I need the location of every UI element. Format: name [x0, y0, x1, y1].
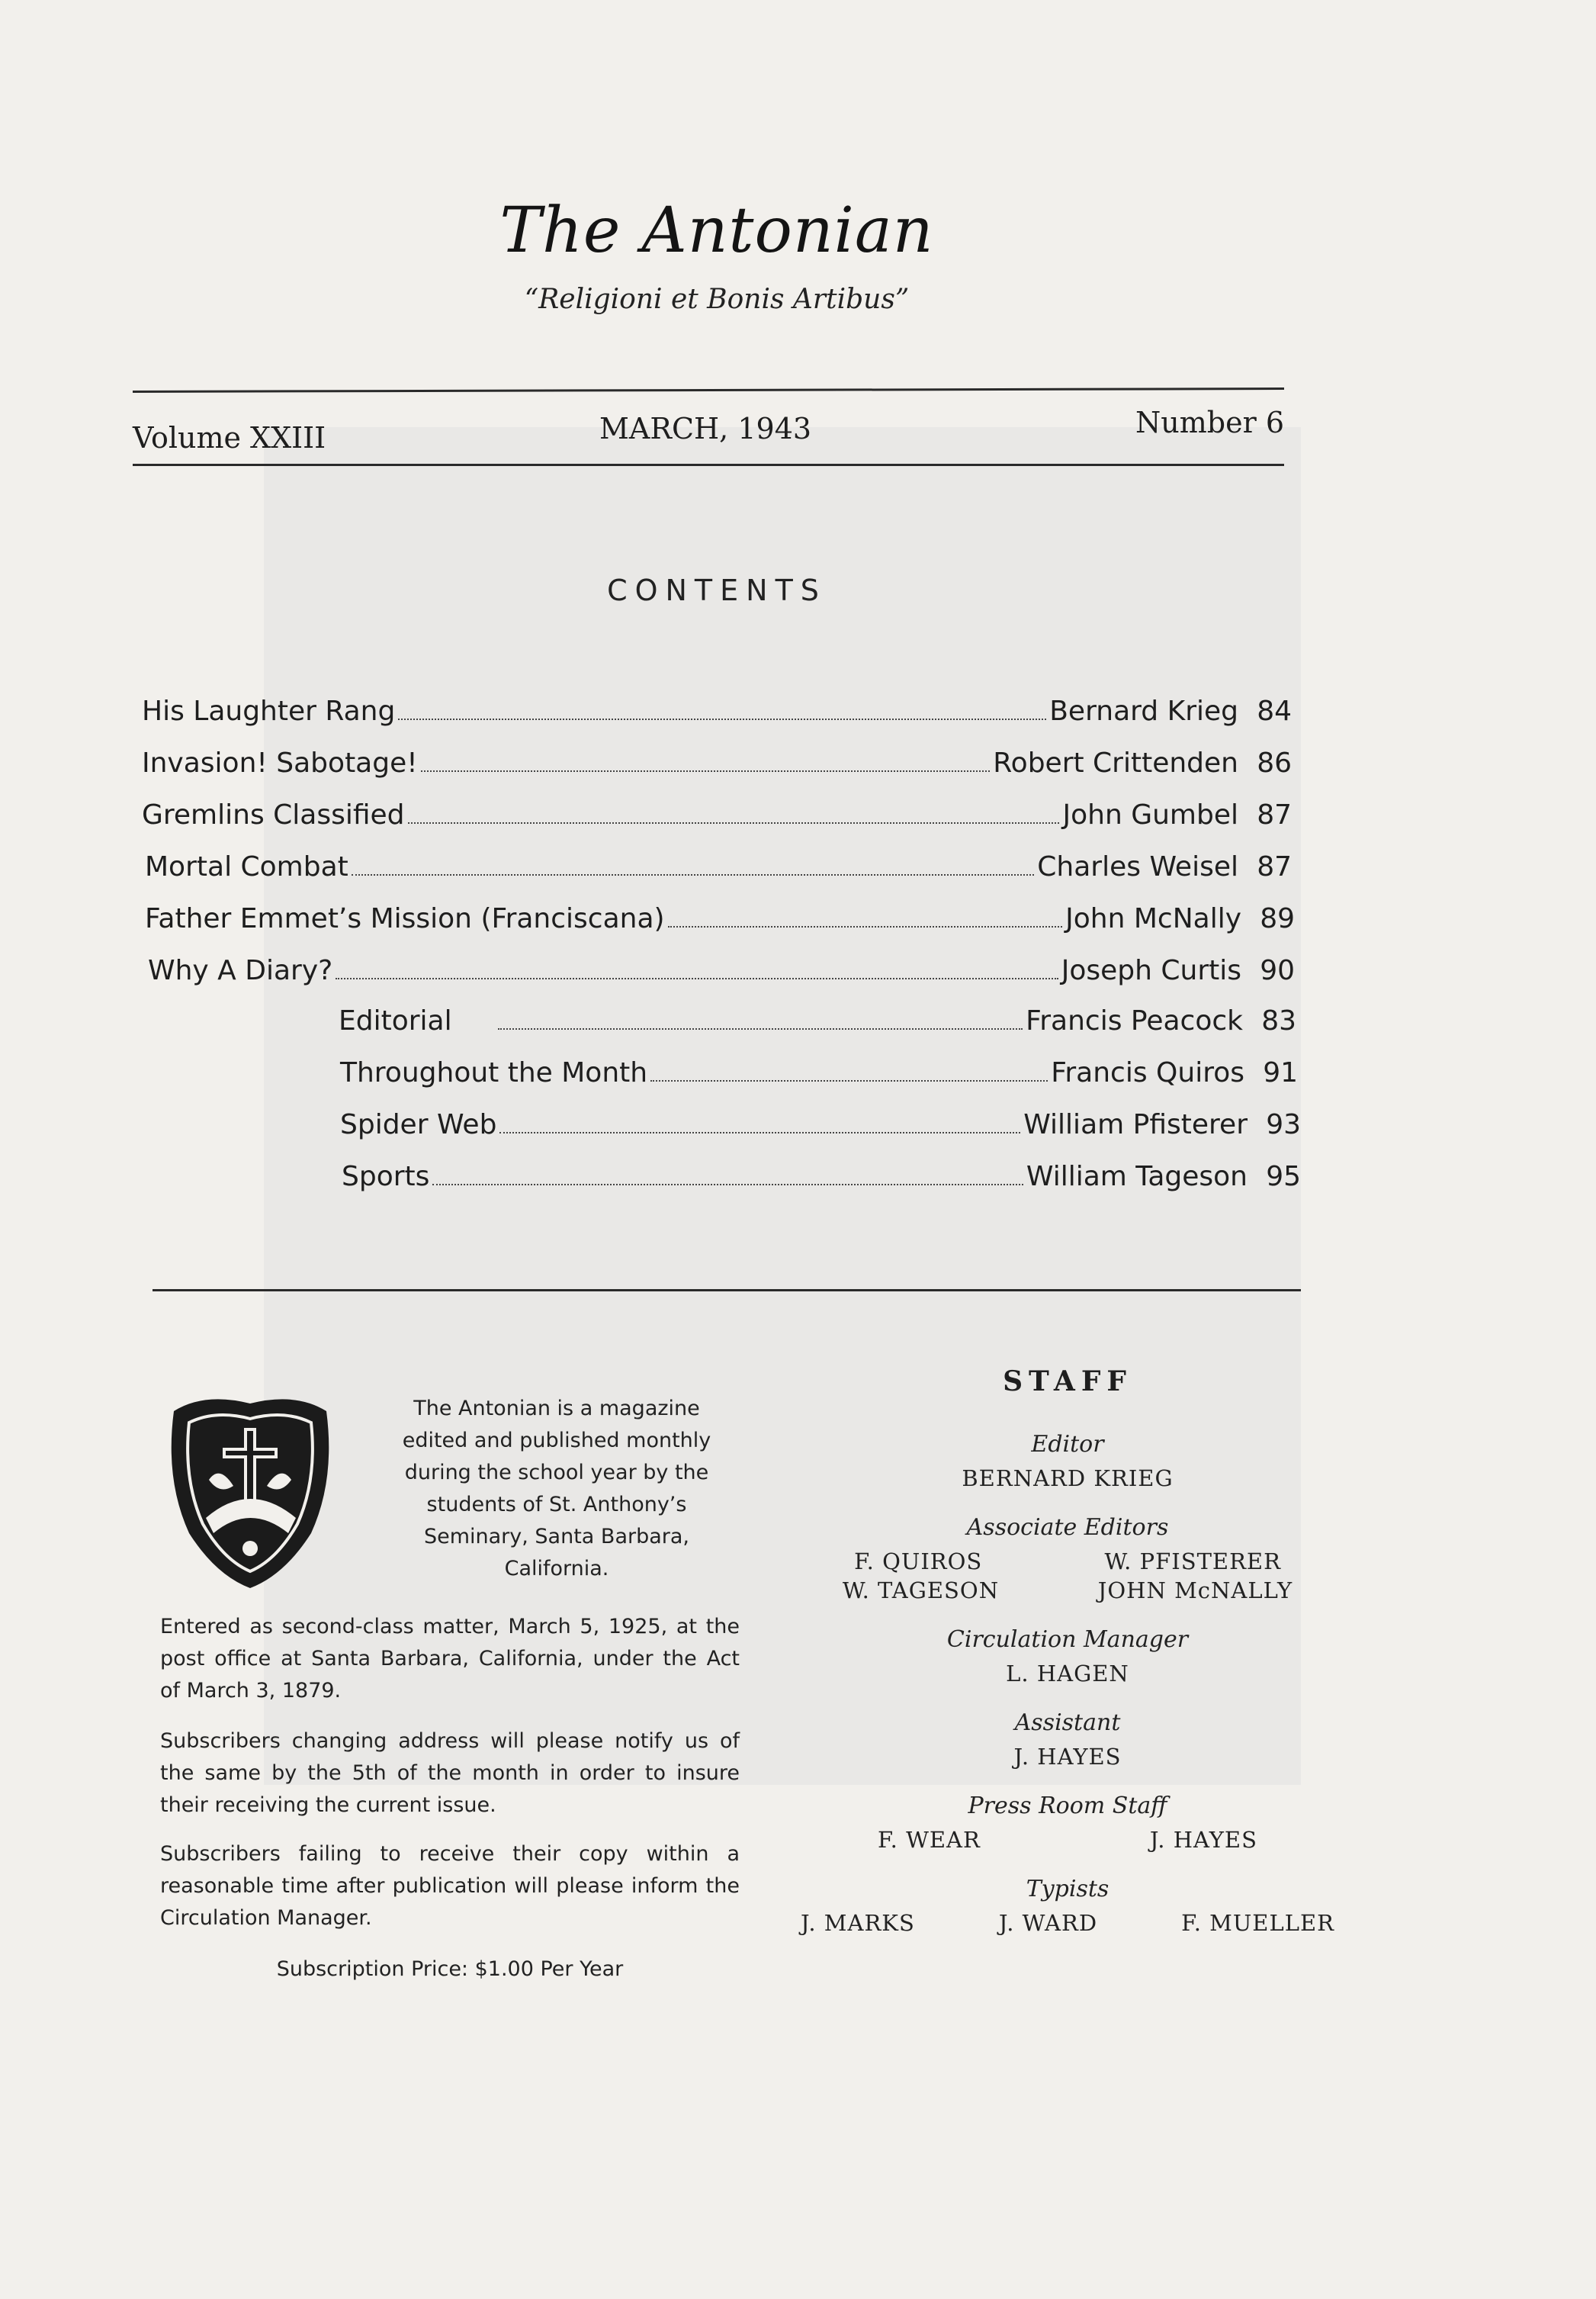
toc-leader	[498, 1028, 1023, 1030]
toc-row	[339, 1005, 1296, 1037]
toc-author: Bernard Krieg	[1049, 696, 1238, 727]
staff-name: J. MARKS	[801, 1910, 915, 1936]
magazine-motto: “Religioni et Bonis Artibus”	[524, 284, 910, 315]
toc-title: Sports	[342, 1161, 430, 1192]
staff-name: W. PFISTERER	[1104, 1548, 1281, 1574]
staff-name: L. HAGEN	[1006, 1661, 1129, 1686]
toc-row	[142, 696, 1292, 727]
address-change-notice: Subscribers changing address will please notify us of the same by the 5th of the month in order to insure their receiving the current issue.	[160, 1729, 740, 1817]
toc-author: Francis Peacock	[1026, 1005, 1243, 1037]
toc-author: Francis Quiros	[1051, 1057, 1244, 1088]
toc-leader	[650, 1080, 1048, 1082]
toc-title: Mortal Combat	[145, 851, 348, 883]
toc-leader	[421, 770, 991, 772]
staff-role: Typists	[1026, 1876, 1109, 1902]
toc-leader	[352, 874, 1035, 876]
toc-page: 87	[1257, 799, 1292, 831]
toc-leader	[668, 926, 1063, 928]
staff-names-row	[793, 1827, 1342, 1853]
toc-author: John McNally	[1065, 903, 1241, 934]
about-magazine: The Antonian is a magazine edited and published monthly during the school year by the students of St. Anthony’s Seminary, Santa Barbara, California.	[402, 1397, 711, 1580]
toc-title: Editorial	[339, 1005, 452, 1037]
toc-row	[342, 1161, 1301, 1192]
issue-date: MARCH, 1943	[599, 412, 812, 445]
volume-label: Volume XXIII	[133, 421, 326, 455]
toc-author: Charles Weisel	[1037, 851, 1238, 883]
top-rule	[133, 387, 1284, 393]
toc-row	[145, 903, 1295, 934]
staff-heading: STAFF	[1003, 1365, 1132, 1397]
subscription-price: Subscription Price: $1.00 Per Year	[276, 1957, 624, 1981]
toc-title: Father Emmet’s Mission (Franciscana)	[145, 903, 665, 934]
masthead	[0, 195, 1434, 315]
toc-page: 89	[1260, 903, 1295, 934]
staff-name: F. WEAR	[878, 1827, 981, 1853]
toc-page: 95	[1266, 1161, 1301, 1192]
toc-author: John Gumbel	[1062, 799, 1238, 831]
toc-leader	[432, 1184, 1023, 1185]
staff-name: J. HAYES	[1149, 1827, 1257, 1853]
staff-role: Press Room Staff	[968, 1793, 1167, 1819]
staff-name: BERNARD KRIEG	[962, 1465, 1174, 1491]
seminary-crest-icon	[159, 1388, 342, 1594]
staff-name: W. TAGESON	[842, 1577, 1000, 1603]
toc-leader	[398, 719, 1046, 720]
toc-title: Why A Diary?	[148, 955, 333, 986]
delivery-notice: Subscribers failing to receive their copy within a reasonable time after publication will please inform the Circulation Manager.	[160, 1842, 740, 1930]
staff-name: J. HAYES	[1013, 1744, 1122, 1770]
toc-row	[340, 1057, 1298, 1088]
magazine-title: The Antonian	[499, 195, 934, 267]
toc-page: 84	[1257, 696, 1292, 727]
toc-row	[148, 955, 1295, 986]
staff-role: Circulation Manager	[946, 1626, 1189, 1653]
toc-row	[142, 799, 1292, 831]
staff-name: JOHN McNALLY	[1097, 1577, 1293, 1603]
toc-page: 83	[1261, 1005, 1296, 1037]
toc-leader	[408, 822, 1060, 824]
toc-title: Throughout the Month	[340, 1057, 648, 1088]
staff-role: Associate Editors	[966, 1514, 1169, 1541]
staff-names-row	[793, 1910, 1342, 1936]
staff-box	[793, 1365, 1342, 1936]
staff-name: J. WARD	[998, 1910, 1098, 1936]
entry-notice: Entered as second-class matter, March 5, 1925, at the post office at Santa Barbara, California, under the Act of March 3, 1879.	[160, 1615, 740, 1703]
toc-page: 91	[1263, 1057, 1298, 1088]
toc-leader	[499, 1132, 1020, 1133]
toc-title: Invasion! Sabotage!	[142, 748, 418, 779]
toc-title: Spider Web	[340, 1109, 497, 1140]
toc-title: His Laughter Rang	[142, 696, 396, 727]
staff-role: Assistant	[1014, 1709, 1121, 1736]
staff-names-row	[793, 1548, 1342, 1574]
staff-role: Editor	[1031, 1431, 1104, 1458]
toc-title: Gremlins Classified	[142, 799, 405, 831]
staff-name: F. QUIROS	[854, 1548, 983, 1574]
toc-row	[142, 748, 1292, 779]
toc-leader	[336, 978, 1058, 979]
staff-names-row	[793, 1577, 1342, 1603]
toc-page: 87	[1257, 851, 1292, 883]
toc-page: 90	[1260, 955, 1295, 986]
toc-row	[145, 851, 1292, 883]
toc-author: William Pfisterer	[1023, 1109, 1248, 1140]
issue-rule	[133, 464, 1284, 466]
toc-page: 93	[1266, 1109, 1301, 1140]
toc-row	[340, 1109, 1301, 1140]
section-rule	[153, 1289, 1301, 1291]
issue-number: Number 6	[1135, 406, 1284, 439]
toc-author: Joseph Curtis	[1061, 955, 1241, 986]
toc-author: William Tageson	[1026, 1161, 1248, 1192]
toc-page: 86	[1257, 748, 1292, 779]
toc-author: Robert Crittenden	[993, 748, 1238, 779]
contents-heading: CONTENTS	[607, 574, 827, 607]
staff-name: F. MUELLER	[1181, 1910, 1334, 1936]
